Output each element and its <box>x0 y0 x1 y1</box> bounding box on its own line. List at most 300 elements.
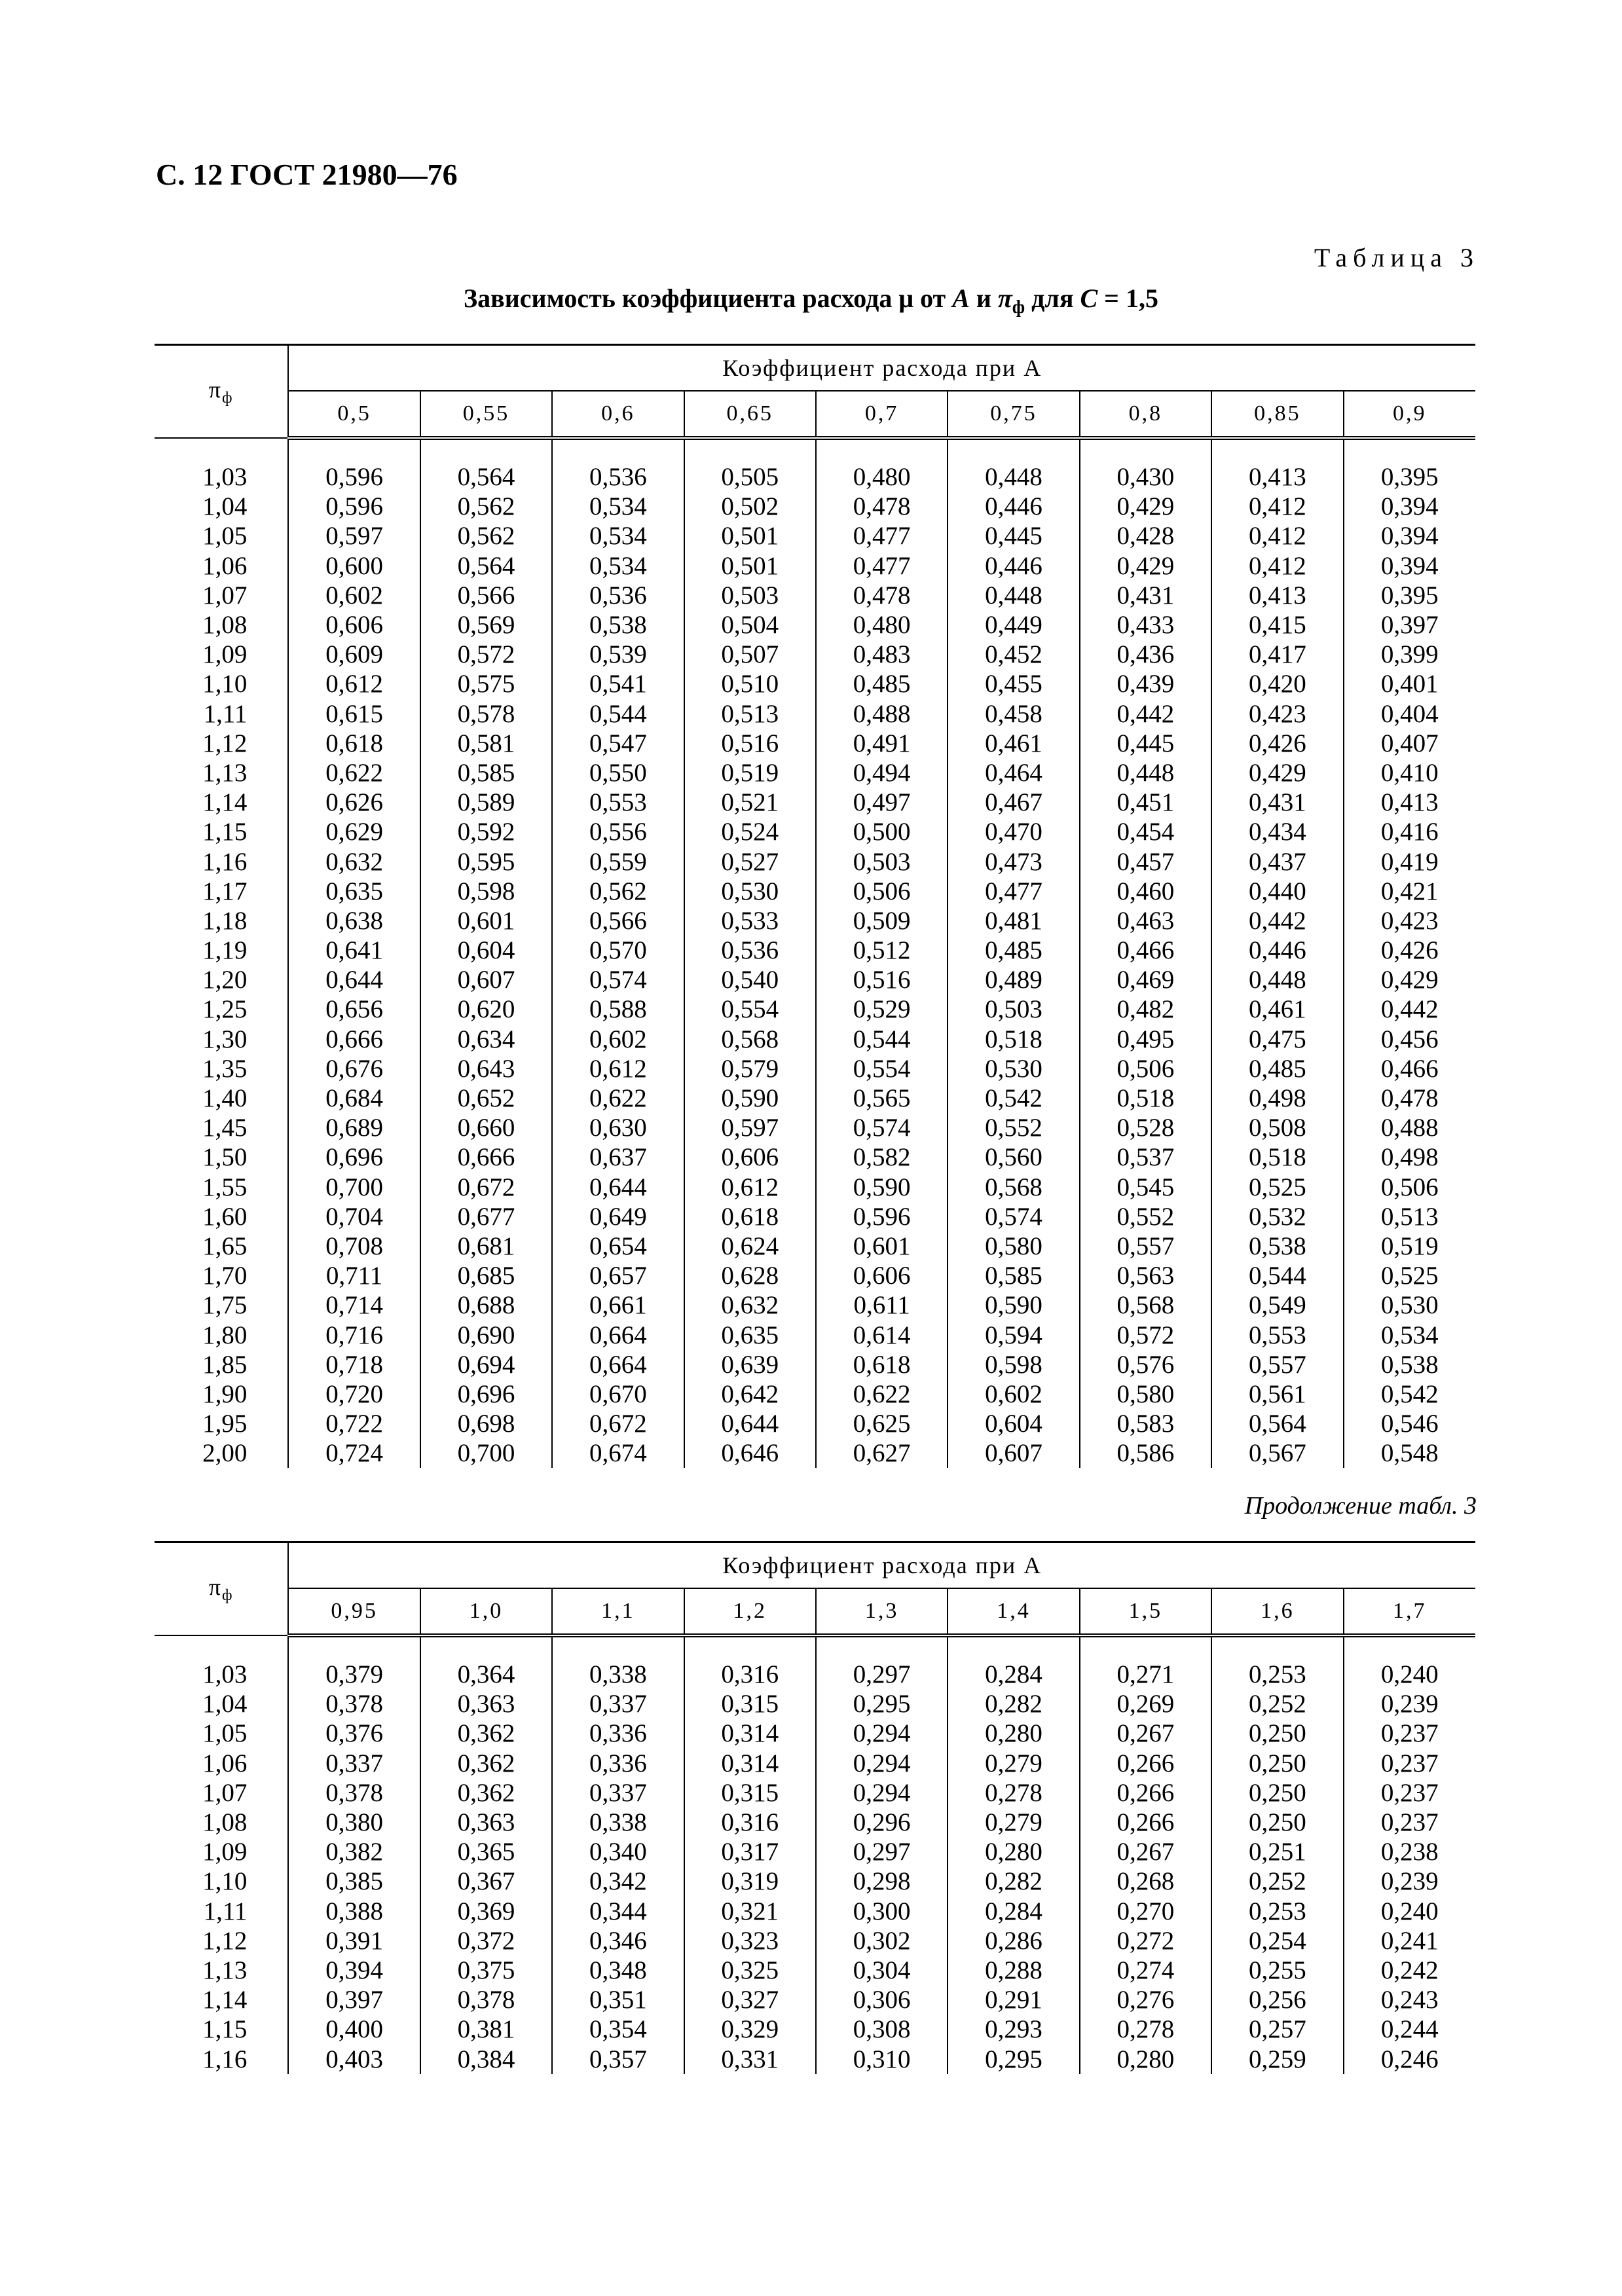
coefficient-cell: 0,506 <box>1344 1173 1475 1202</box>
coefficient-cell: 0,429 <box>1344 965 1475 994</box>
coefficient-cell: 0,399 <box>1344 640 1475 669</box>
coefficient-cell: 0,416 <box>1344 817 1475 847</box>
coefficient-cell: 0,635 <box>288 877 420 906</box>
table-row <box>155 994 1475 1024</box>
coefficient-cell: 0,251 <box>1211 1837 1343 1867</box>
coefficient-cell: 0,485 <box>816 669 948 699</box>
coefficient-cell: 0,652 <box>420 1084 552 1113</box>
coefficient-cell: 0,590 <box>684 1084 816 1113</box>
pi-value: 1,07 <box>202 1778 248 1807</box>
coefficient-cell: 0,282 <box>948 1689 1079 1719</box>
pi-value: 1,80 <box>202 1321 248 1349</box>
coefficient-cell: 0,337 <box>552 1689 684 1719</box>
coefficient-cell: 0,598 <box>420 877 552 906</box>
coefficient-cell: 0,505 <box>684 462 816 492</box>
column-header-a: 0,7 <box>816 391 948 438</box>
coefficient-cell: 0,518 <box>948 1025 1079 1054</box>
coefficient-cell: 0,507 <box>684 640 816 669</box>
coefficient-cell: 0,552 <box>948 1113 1079 1142</box>
coefficient-cell: 0,267 <box>1080 1719 1211 1748</box>
coefficient-cell: 0,660 <box>420 1113 552 1142</box>
coefficient-cell: 0,635 <box>684 1320 816 1349</box>
coefficient-cell: 0,423 <box>1211 699 1343 729</box>
coefficient-cell: 0,394 <box>288 1956 420 1985</box>
coefficient-cell: 0,413 <box>1211 581 1343 610</box>
coefficient-cell: 0,607 <box>948 1438 1079 1468</box>
coefficient-cell: 0,688 <box>420 1290 552 1320</box>
coefficient-cell: 0,503 <box>816 847 948 876</box>
pi-value: 1,18 <box>202 906 248 935</box>
coefficient-cell: 0,590 <box>816 1173 948 1202</box>
coefficient-cell: 0,325 <box>684 1956 816 1985</box>
coefficient-cell: 0,554 <box>816 1054 948 1084</box>
coefficient-cell: 0,375 <box>420 1956 552 1985</box>
coefficient-cell: 0,480 <box>816 610 948 640</box>
coefficient-cell: 0,690 <box>420 1320 552 1349</box>
coefficient-cell: 0,323 <box>684 1926 816 1956</box>
coefficient-cell: 0,564 <box>1211 1409 1343 1438</box>
pi-value: 1,13 <box>202 758 248 787</box>
coefficient-cell: 0,426 <box>1211 729 1343 758</box>
pi-value: 1,09 <box>202 640 248 669</box>
coefficient-cell: 0,457 <box>1080 847 1211 876</box>
coefficient-cell: 0,449 <box>948 610 1079 640</box>
coefficient-cell: 0,516 <box>816 965 948 994</box>
coefficient-cell: 0,473 <box>948 847 1079 876</box>
coefficient-cell: 0,306 <box>816 1985 948 2014</box>
coefficient-cell: 0,562 <box>420 521 552 551</box>
coefficient-cell: 0,256 <box>1211 1985 1343 2014</box>
coefficient-cell: 0,369 <box>420 1897 552 1926</box>
coefficient-cell: 0,455 <box>948 669 1079 699</box>
column-header-a: 0,95 <box>288 1588 420 1635</box>
coefficient-cell: 0,554 <box>684 994 816 1024</box>
coefficient-cell: 0,594 <box>948 1320 1079 1349</box>
coefficient-cell: 0,547 <box>552 729 684 758</box>
table-row <box>155 1409 1475 1438</box>
coefficient-cell: 0,314 <box>684 1719 816 1748</box>
coefficient-cell: 0,494 <box>816 758 948 788</box>
table-row <box>155 669 1475 699</box>
coefficient-cell: 0,666 <box>288 1025 420 1054</box>
coefficient-table-continuation <box>155 1541 1475 2074</box>
coefficient-cell: 0,579 <box>684 1054 816 1084</box>
coefficient-cell: 0,585 <box>948 1261 1079 1290</box>
coefficient-cell: 0,404 <box>1344 699 1475 729</box>
coefficient-cell: 0,316 <box>684 1808 816 1837</box>
coefficient-cell: 0,338 <box>552 1660 684 1689</box>
coefficient-cell: 0,537 <box>1080 1142 1211 1172</box>
coefficient-cell: 0,412 <box>1211 551 1343 581</box>
coefficient-cell: 0,711 <box>288 1261 420 1290</box>
coefficient-cell: 0,413 <box>1211 462 1343 492</box>
table-row <box>155 1956 1475 1985</box>
coefficient-cell: 0,445 <box>948 521 1079 551</box>
pi-value: 1,40 <box>202 1084 248 1113</box>
coefficient-cell: 0,237 <box>1344 1749 1475 1778</box>
coefficient-cell: 0,666 <box>420 1142 552 1172</box>
coefficient-cell: 0,362 <box>420 1749 552 1778</box>
coefficient-cell: 0,378 <box>420 1985 552 2014</box>
coefficient-cell: 0,581 <box>420 729 552 758</box>
table-row <box>155 2014 1475 2044</box>
pi-value: 1,16 <box>202 847 248 876</box>
coefficient-cell: 0,564 <box>420 462 552 492</box>
coefficient-cell: 0,689 <box>288 1113 420 1142</box>
coefficient-cell: 0,364 <box>420 1660 552 1689</box>
column-header-a: 1,4 <box>948 1588 1079 1635</box>
coefficient-cell: 0,269 <box>1080 1689 1211 1719</box>
table-row <box>155 640 1475 669</box>
coefficient-cell: 0,440 <box>1211 877 1343 906</box>
coefficient-cell: 0,606 <box>288 610 420 640</box>
coefficient-cell: 0,338 <box>552 1808 684 1837</box>
coefficient-cell: 0,596 <box>288 462 420 492</box>
coefficient-cell: 0,622 <box>816 1379 948 1409</box>
table-row <box>155 817 1475 847</box>
coefficient-cell: 0,426 <box>1344 936 1475 965</box>
coefficient-cell: 0,250 <box>1211 1719 1343 1748</box>
coefficient-cell: 0,630 <box>552 1113 684 1142</box>
coefficient-cell: 0,266 <box>1080 1808 1211 1837</box>
coefficient-cell: 0,518 <box>1211 1142 1343 1172</box>
coefficient-cell: 0,489 <box>948 965 1079 994</box>
coefficient-cell: 0,501 <box>684 521 816 551</box>
coefficient-cell: 0,380 <box>288 1808 420 1837</box>
coefficient-cell: 0,549 <box>1211 1290 1343 1320</box>
coefficient-cell: 0,580 <box>1080 1379 1211 1409</box>
coefficient-cell: 0,589 <box>420 788 552 817</box>
table-row <box>155 1350 1475 1379</box>
coefficient-cell: 0,302 <box>816 1926 948 1956</box>
coefficient-cell: 0,483 <box>816 640 948 669</box>
table-row <box>155 1985 1475 2014</box>
coefficient-cell: 0,533 <box>684 906 816 936</box>
coefficient-cell: 0,684 <box>288 1084 420 1113</box>
coefficient-cell: 0,696 <box>420 1379 552 1409</box>
coefficient-cell: 0,552 <box>1080 1202 1211 1231</box>
coefficient-cell: 0,553 <box>1211 1320 1343 1349</box>
coefficient-cell: 0,421 <box>1344 877 1475 906</box>
pi-value: 1,10 <box>202 1867 248 1896</box>
coefficient-cell: 0,266 <box>1080 1778 1211 1808</box>
coefficient-cell: 0,337 <box>288 1749 420 1778</box>
coefficient-cell: 0,622 <box>288 758 420 788</box>
coefficient-cell: 0,419 <box>1344 847 1475 876</box>
coefficient-cell: 0,572 <box>420 640 552 669</box>
coefficient-cell: 0,557 <box>1211 1350 1343 1379</box>
table-row <box>155 1290 1475 1320</box>
coefficient-cell: 0,252 <box>1211 1689 1343 1719</box>
coefficient-cell: 0,294 <box>816 1719 948 1748</box>
pi-value: 1,13 <box>202 1956 248 1984</box>
coefficient-cell: 0,485 <box>1211 1054 1343 1084</box>
coefficient-cell: 0,628 <box>684 1261 816 1290</box>
coefficient-cell: 0,566 <box>420 581 552 610</box>
coefficient-cell: 0,481 <box>948 906 1079 936</box>
coefficient-cell: 0,439 <box>1080 669 1211 699</box>
coefficient-cell: 0,704 <box>288 1202 420 1231</box>
coefficient-cell: 0,296 <box>816 1808 948 1837</box>
coefficient-cell: 0,557 <box>1080 1231 1211 1261</box>
table-row <box>155 2044 1475 2073</box>
coefficient-cell: 0,513 <box>684 699 816 729</box>
pi-value: 1,06 <box>202 551 248 580</box>
coefficient-cell: 0,250 <box>1211 1749 1343 1778</box>
coefficient-cell: 0,618 <box>288 729 420 758</box>
pi-value: 1,90 <box>202 1379 248 1408</box>
coefficient-cell: 0,379 <box>288 1660 420 1689</box>
coefficient-cell: 0,300 <box>816 1897 948 1926</box>
coefficient-cell: 0,538 <box>552 610 684 640</box>
coefficient-cell: 0,597 <box>684 1113 816 1142</box>
coefficient-cell: 0,460 <box>1080 877 1211 906</box>
coefficient-cell: 0,559 <box>552 847 684 876</box>
coefficient-cell: 0,428 <box>1080 521 1211 551</box>
coefficient-cell: 0,294 <box>816 1778 948 1808</box>
coefficient-cell: 0,567 <box>1211 1438 1343 1468</box>
pi-value: 1,65 <box>202 1231 248 1260</box>
coefficient-cell: 0,257 <box>1211 2014 1343 2044</box>
table-row <box>155 1113 1475 1142</box>
coefficient-cell: 0,417 <box>1211 640 1343 669</box>
coefficient-cell: 0,539 <box>552 640 684 669</box>
coefficient-cell: 0,664 <box>552 1320 684 1349</box>
coefficient-cell: 0,314 <box>684 1749 816 1778</box>
column-header-a: 1,0 <box>420 1588 552 1635</box>
coefficient-cell: 0,412 <box>1211 521 1343 551</box>
coefficient-cell: 0,506 <box>1080 1054 1211 1084</box>
coefficient-cell: 0,464 <box>948 758 1079 788</box>
pi-value: 1,11 <box>203 1897 248 1925</box>
coefficient-cell: 0,436 <box>1080 640 1211 669</box>
coefficient-cell: 0,276 <box>1080 1985 1211 2014</box>
coefficient-cell: 0,294 <box>816 1749 948 1778</box>
coefficient-cell: 0,716 <box>288 1320 420 1349</box>
coefficient-cell: 0,676 <box>288 1054 420 1084</box>
coefficient-cell: 0,400 <box>288 2014 420 2044</box>
coefficient-cell: 0,295 <box>816 1689 948 1719</box>
coefficient-cell: 0,433 <box>1080 610 1211 640</box>
coefficient-cell: 0,242 <box>1344 1956 1475 1985</box>
coefficient-cell: 0,657 <box>552 1261 684 1290</box>
coefficient-cell: 0,534 <box>552 551 684 581</box>
pi-value: 1,20 <box>202 966 248 994</box>
coefficient-cell: 0,550 <box>552 758 684 788</box>
coefficient-cell: 0,534 <box>552 521 684 551</box>
coefficient-cell: 0,566 <box>552 906 684 936</box>
coefficient-cell: 0,504 <box>684 610 816 640</box>
pi-value: 1,05 <box>202 1719 248 1748</box>
coefficient-cell: 0,681 <box>420 1231 552 1261</box>
coefficient-cell: 0,580 <box>948 1231 1079 1261</box>
coefficient-cell: 0,237 <box>1344 1719 1475 1748</box>
coefficient-cell: 0,354 <box>552 2014 684 2044</box>
coefficient-cell: 0,625 <box>816 1409 948 1438</box>
coefficient-cell: 0,478 <box>1344 1084 1475 1113</box>
coefficient-cell: 0,563 <box>1080 1261 1211 1290</box>
coefficient-cell: 0,545 <box>1080 1173 1211 1202</box>
coefficient-cell: 0,298 <box>816 1867 948 1896</box>
table-row <box>155 1320 1475 1349</box>
coefficient-cell: 0,612 <box>684 1173 816 1202</box>
table-row <box>155 1231 1475 1261</box>
column-header-a: 0,85 <box>1211 391 1343 438</box>
coefficient-cell: 0,509 <box>816 906 948 936</box>
coefficient-cell: 0,346 <box>552 1926 684 1956</box>
coefficient-cell: 0,250 <box>1211 1778 1343 1808</box>
coefficient-cell: 0,604 <box>948 1409 1079 1438</box>
coefficient-cell: 0,541 <box>552 669 684 699</box>
table-row <box>155 581 1475 610</box>
coefficient-cell: 0,585 <box>420 758 552 788</box>
coefficient-cell: 0,321 <box>684 1897 816 1926</box>
coefficient-cell: 0,536 <box>552 581 684 610</box>
coefficient-cell: 0,639 <box>684 1350 816 1379</box>
coefficient-cell: 0,642 <box>684 1379 816 1409</box>
coefficient-cell: 0,548 <box>1344 1438 1475 1468</box>
coefficient-group-header: Коэффициент расхода при A <box>288 1542 1475 1589</box>
coefficient-cell: 0,632 <box>684 1290 816 1320</box>
coefficient-cell: 0,475 <box>1211 1025 1343 1054</box>
coefficient-cell: 0,466 <box>1344 1054 1475 1084</box>
coefficient-cell: 0,632 <box>288 847 420 876</box>
coefficient-cell: 0,570 <box>552 936 684 965</box>
pi-value: 1,19 <box>202 936 248 965</box>
coefficient-cell: 0,291 <box>948 1985 1079 2014</box>
coefficient-cell: 0,254 <box>1211 1926 1343 1956</box>
coefficient-cell: 0,351 <box>552 1985 684 2014</box>
coefficient-cell: 0,572 <box>1080 1320 1211 1349</box>
table-row <box>155 758 1475 788</box>
coefficient-cell: 0,470 <box>948 817 1079 847</box>
table-row <box>155 1142 1475 1172</box>
coefficient-cell: 0,615 <box>288 699 420 729</box>
pi-value: 1,04 <box>202 492 248 521</box>
coefficient-cell: 0,524 <box>684 817 816 847</box>
coefficient-cell: 0,241 <box>1344 1926 1475 1956</box>
coefficient-cell: 0,394 <box>1344 551 1475 581</box>
coefficient-cell: 0,378 <box>288 1778 420 1808</box>
coefficient-cell: 0,280 <box>1080 2044 1211 2073</box>
coefficient-cell: 0,310 <box>816 2044 948 2073</box>
coefficient-cell: 0,544 <box>552 699 684 729</box>
column-header-a: 0,9 <box>1344 391 1475 438</box>
coefficient-cell: 0,253 <box>1211 1660 1343 1689</box>
coefficient-cell: 0,498 <box>1211 1084 1343 1113</box>
coefficient-cell: 0,401 <box>1344 669 1475 699</box>
coefficient-cell: 0,336 <box>552 1749 684 1778</box>
pi-value: 1,12 <box>202 729 248 757</box>
coefficient-cell: 0,513 <box>1344 1202 1475 1231</box>
coefficient-cell: 0,588 <box>552 994 684 1024</box>
coefficient-cell: 0,429 <box>1080 551 1211 581</box>
pi-value: 1,05 <box>202 522 248 551</box>
coefficient-cell: 0,530 <box>948 1054 1079 1084</box>
table-row <box>155 1379 1475 1409</box>
table-row <box>155 965 1475 994</box>
coefficient-cell: 0,362 <box>420 1719 552 1748</box>
coefficient-cell: 0,282 <box>948 1867 1079 1896</box>
coefficient-cell: 0,266 <box>1080 1749 1211 1778</box>
pi-value: 1,06 <box>202 1749 248 1777</box>
coefficient-cell: 0,564 <box>420 551 552 581</box>
coefficient-cell: 0,451 <box>1080 788 1211 817</box>
coefficient-cell: 0,495 <box>1080 1025 1211 1054</box>
coefficient-cell: 0,448 <box>1211 965 1343 994</box>
coefficient-cell: 0,575 <box>420 669 552 699</box>
column-header-a: 1,3 <box>816 1588 948 1635</box>
coefficient-cell: 0,536 <box>552 462 684 492</box>
coefficient-cell: 0,469 <box>1080 965 1211 994</box>
column-header-a: 0,6 <box>552 391 684 438</box>
coefficient-cell: 0,540 <box>684 965 816 994</box>
coefficient-cell: 0,415 <box>1211 610 1343 640</box>
coefficient-cell: 0,239 <box>1344 1689 1475 1719</box>
pi-value: 1,45 <box>202 1114 248 1142</box>
coefficient-cell: 0,561 <box>1211 1379 1343 1409</box>
coefficient-cell: 0,538 <box>1211 1231 1343 1261</box>
coefficient-cell: 0,410 <box>1344 758 1475 788</box>
coefficient-cell: 0,714 <box>288 1290 420 1320</box>
table-row <box>155 1261 1475 1290</box>
column-header-a: 0,8 <box>1080 391 1211 438</box>
continuation-label: Продолжение табл. 3 <box>1244 1492 1477 1520</box>
table-row <box>155 1926 1475 1956</box>
coefficient-cell: 0,403 <box>288 2044 420 2073</box>
coefficient-cell: 0,385 <box>288 1867 420 1896</box>
coefficient-cell: 0,586 <box>1080 1438 1211 1468</box>
table-row <box>155 1025 1475 1054</box>
coefficient-cell: 0,600 <box>288 551 420 581</box>
table-row <box>155 1837 1475 1867</box>
coefficient-cell: 0,362 <box>420 1778 552 1808</box>
coefficient-cell: 0,252 <box>1211 1867 1343 1896</box>
coefficient-cell: 0,590 <box>948 1290 1079 1320</box>
coefficient-cell: 0,538 <box>1344 1350 1475 1379</box>
table-row <box>155 1084 1475 1113</box>
coefficient-cell: 0,384 <box>420 2044 552 2073</box>
coefficient-cell: 0,618 <box>816 1350 948 1379</box>
coefficient-cell: 0,304 <box>816 1956 948 1985</box>
coefficient-cell: 0,280 <box>948 1837 1079 1867</box>
coefficient-cell: 0,568 <box>1080 1290 1211 1320</box>
coefficient-cell: 0,243 <box>1344 1985 1475 2014</box>
coefficient-cell: 0,446 <box>1211 936 1343 965</box>
coefficient-cell: 0,664 <box>552 1350 684 1379</box>
coefficient-cell: 0,646 <box>684 1438 816 1468</box>
coefficient-cell: 0,724 <box>288 1438 420 1468</box>
coefficient-cell: 0,295 <box>948 2044 1079 2073</box>
coefficient-cell: 0,491 <box>816 729 948 758</box>
coefficient-cell: 0,618 <box>684 1202 816 1231</box>
coefficient-cell: 0,536 <box>684 936 816 965</box>
coefficient-cell: 0,604 <box>420 936 552 965</box>
coefficient-cell: 0,562 <box>552 877 684 906</box>
coefficient-cell: 0,431 <box>1211 788 1343 817</box>
coefficient-cell: 0,578 <box>420 699 552 729</box>
coefficient-cell: 0,542 <box>948 1084 1079 1113</box>
coefficient-cell: 0,654 <box>552 1231 684 1261</box>
coefficient-cell: 0,574 <box>948 1202 1079 1231</box>
coefficient-cell: 0,446 <box>948 492 1079 521</box>
coefficient-cell: 0,348 <box>552 1956 684 1985</box>
coefficient-cell: 0,485 <box>948 936 1079 965</box>
coefficient-cell: 0,461 <box>1211 994 1343 1024</box>
table-label: Таблица 3 <box>1314 243 1479 272</box>
pi-value: 1,17 <box>202 877 248 905</box>
coefficient-cell: 0,437 <box>1211 847 1343 876</box>
